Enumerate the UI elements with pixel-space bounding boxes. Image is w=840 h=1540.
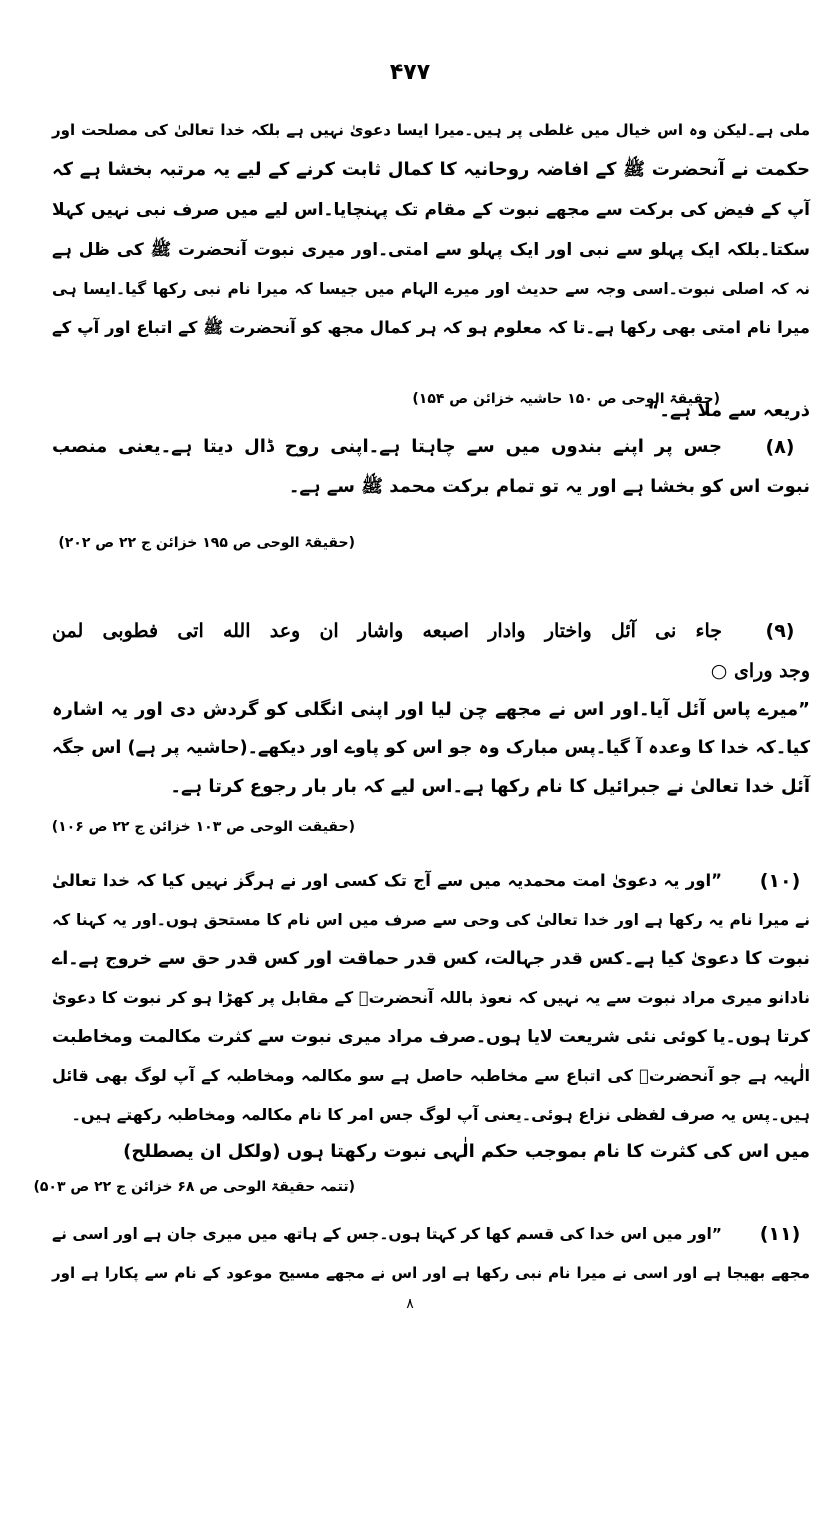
text-line: نہ کہ اصلی نبوت۔اسی وجہ سے حدیث اور میرے الہام میں جیسا کہ میرا نام نبی رکھا گیا۔ایسا ہی xyxy=(52,280,810,298)
citation: (حقیقۃ الوحی ص ۱۵۰ حاشیہ خزائن ص ۱۵۴) xyxy=(412,391,720,407)
text-line: نادانو میری مراد نبوت سے یہ نہیں کہ نعوذ باللہ آنحضرتؐ کے مقابل پر کھڑا ہو کر نبوت کا دعویٰ xyxy=(52,988,810,1007)
item-number: (۸) xyxy=(765,436,795,458)
text-line: کیا۔کہ خدا کا وعدہ آ گیا۔پس مبارک وہ جو اس کو پاوے اور دیکھے۔(حاشیہ پر ہے) اس جگہ xyxy=(52,738,810,758)
text-line: میں اس کی کثرت کا نام بموجب حکم الٰہی نبوت رکھتا ہوں (ولکل ان یصطلح) xyxy=(123,1141,810,1162)
citation: (حقیقۃ الوحی ص ۱۹۵ خزائن ج ۲۲ ص ۲۰۲) xyxy=(58,535,355,551)
citation: (حقیقت الوحی ص ۱۰۳ خزائن ج ۲۲ ص ۱۰۶) xyxy=(51,819,355,835)
citation: (تتمہ حقیقۃ الوحی ص ۶۸ خزائن ج ۲۲ ص ۵۰۳) xyxy=(33,1179,355,1195)
text-line: آپ کے فیض کی برکت سے مجھے نبوت کے مقام تک پہنچایا۔اس لیے میں صرف نبی نہیں کہلا xyxy=(52,200,810,220)
arabic-line: جاء نی آئل واختار وادار اصبعه واشار ان وعد الله اتی فطوبی لمن xyxy=(52,620,722,642)
text-line: ”میرے پاس آئل آیا۔اور اس نے مجھے چن لیا اور اپنی انگلی کو گردش دی اور یہ اشارہ xyxy=(52,699,810,720)
item-number: (۱۰) xyxy=(759,870,801,892)
text-line: حکمت نے آنحضرت ﷺ کے افاضہ روحانیہ کا کمال ثابت کرنے کے لیے یہ مرتبہ بخشا ہے کہ xyxy=(52,159,810,180)
text-line: ”اور یہ دعویٰ امت محمدیہ میں سے آج تک کسی اور نے ہرگز نہیں کیا کہ خدا تعالیٰ xyxy=(52,871,722,890)
text-line: جس پر اپنے بندوں میں سے چاہتا ہے۔اپنی روح ڈال دیتا ہے۔یعنی منصب xyxy=(52,436,722,457)
text-line: مجھے بھیجا ہے اور اسی نے میرا نام نبی رکھا ہے اور اس نے مجھے مسیح موعود کے نام سے پکارا ہے اور xyxy=(52,1264,810,1282)
text-line: ہیں۔پس یہ صرف لفظی نزاع ہوئی۔یعنی آپ لوگ جس امر کا نام مکالمہ ومخاطبہ رکھتے ہیں۔ xyxy=(71,1105,810,1124)
text-line: نبوت کا دعویٰ کیا ہے۔کس قدر جہالت، کس قدر حماقت اور کس قدر حق سے خروج ہے۔اے xyxy=(52,949,810,969)
footer-mark: ۸ xyxy=(406,1296,414,1312)
text-line: ملی ہے۔لیکن وہ اس خیال میں غلطی پر ہیں۔میرا ایسا دعویٰ نہیں ہے بلکہ خدا تعالیٰ کی مصلحت اور xyxy=(52,121,810,139)
arabic-line: وجد ورای ○ xyxy=(710,660,810,682)
text-line: کرتا ہوں۔یا کوئی نئی شریعت لایا ہوں۔صرف مراد میری نبوت سے کثرت مکالمت ومخاطبت xyxy=(52,1027,810,1047)
text-line: ”اور میں اس خدا کی قسم کھا کر کہتا ہوں۔جس کے ہاتھ میں میری جان ہے اور اسی نے xyxy=(52,1225,722,1243)
text-line: میرا نام امتی بھی رکھا ہے۔تا کہ معلوم ہو کہ ہر کمال مجھ کو آنحضرت ﷺ کے اتباع اور آپ کے xyxy=(52,318,810,337)
text-line: نبوت اس کو بخشا ہے اور یہ تو تمام برکت محمد ﷺ سے ہے۔ xyxy=(288,476,810,497)
item-number: (۹) xyxy=(765,620,795,642)
text-line: ذریعہ سے ملا ہے۔“ xyxy=(647,400,810,421)
text-line: الٰہیہ ہے جو آنحضرتؐ کی اتباع سے مخاطبہ حاصل ہے سو مکالمہ ومخاطبہ کے آپ لوگ بھی قائل xyxy=(52,1066,810,1085)
text-line: آئل خدا تعالیٰ نے جبرائیل کا نام رکھا ہے۔اس لیے کہ بار بار رجوع کرتا ہے۔ xyxy=(170,776,810,797)
item-number: (۱۱) xyxy=(759,1223,801,1245)
page-number: ۴۷۷ xyxy=(389,60,431,85)
text-line: نے میرا نام یہ رکھا ہے اور خدا تعالیٰ کی وحی سے صرف میں اس نام کا مستحق ہوں۔اور یہ کہنا کہ xyxy=(52,911,810,929)
text-line: سکتا۔بلکہ ایک پہلو سے نبی اور ایک پہلو سے امتی۔اور میری نبوت آنحضرت ﷺ کی ظل ہے xyxy=(52,240,810,260)
